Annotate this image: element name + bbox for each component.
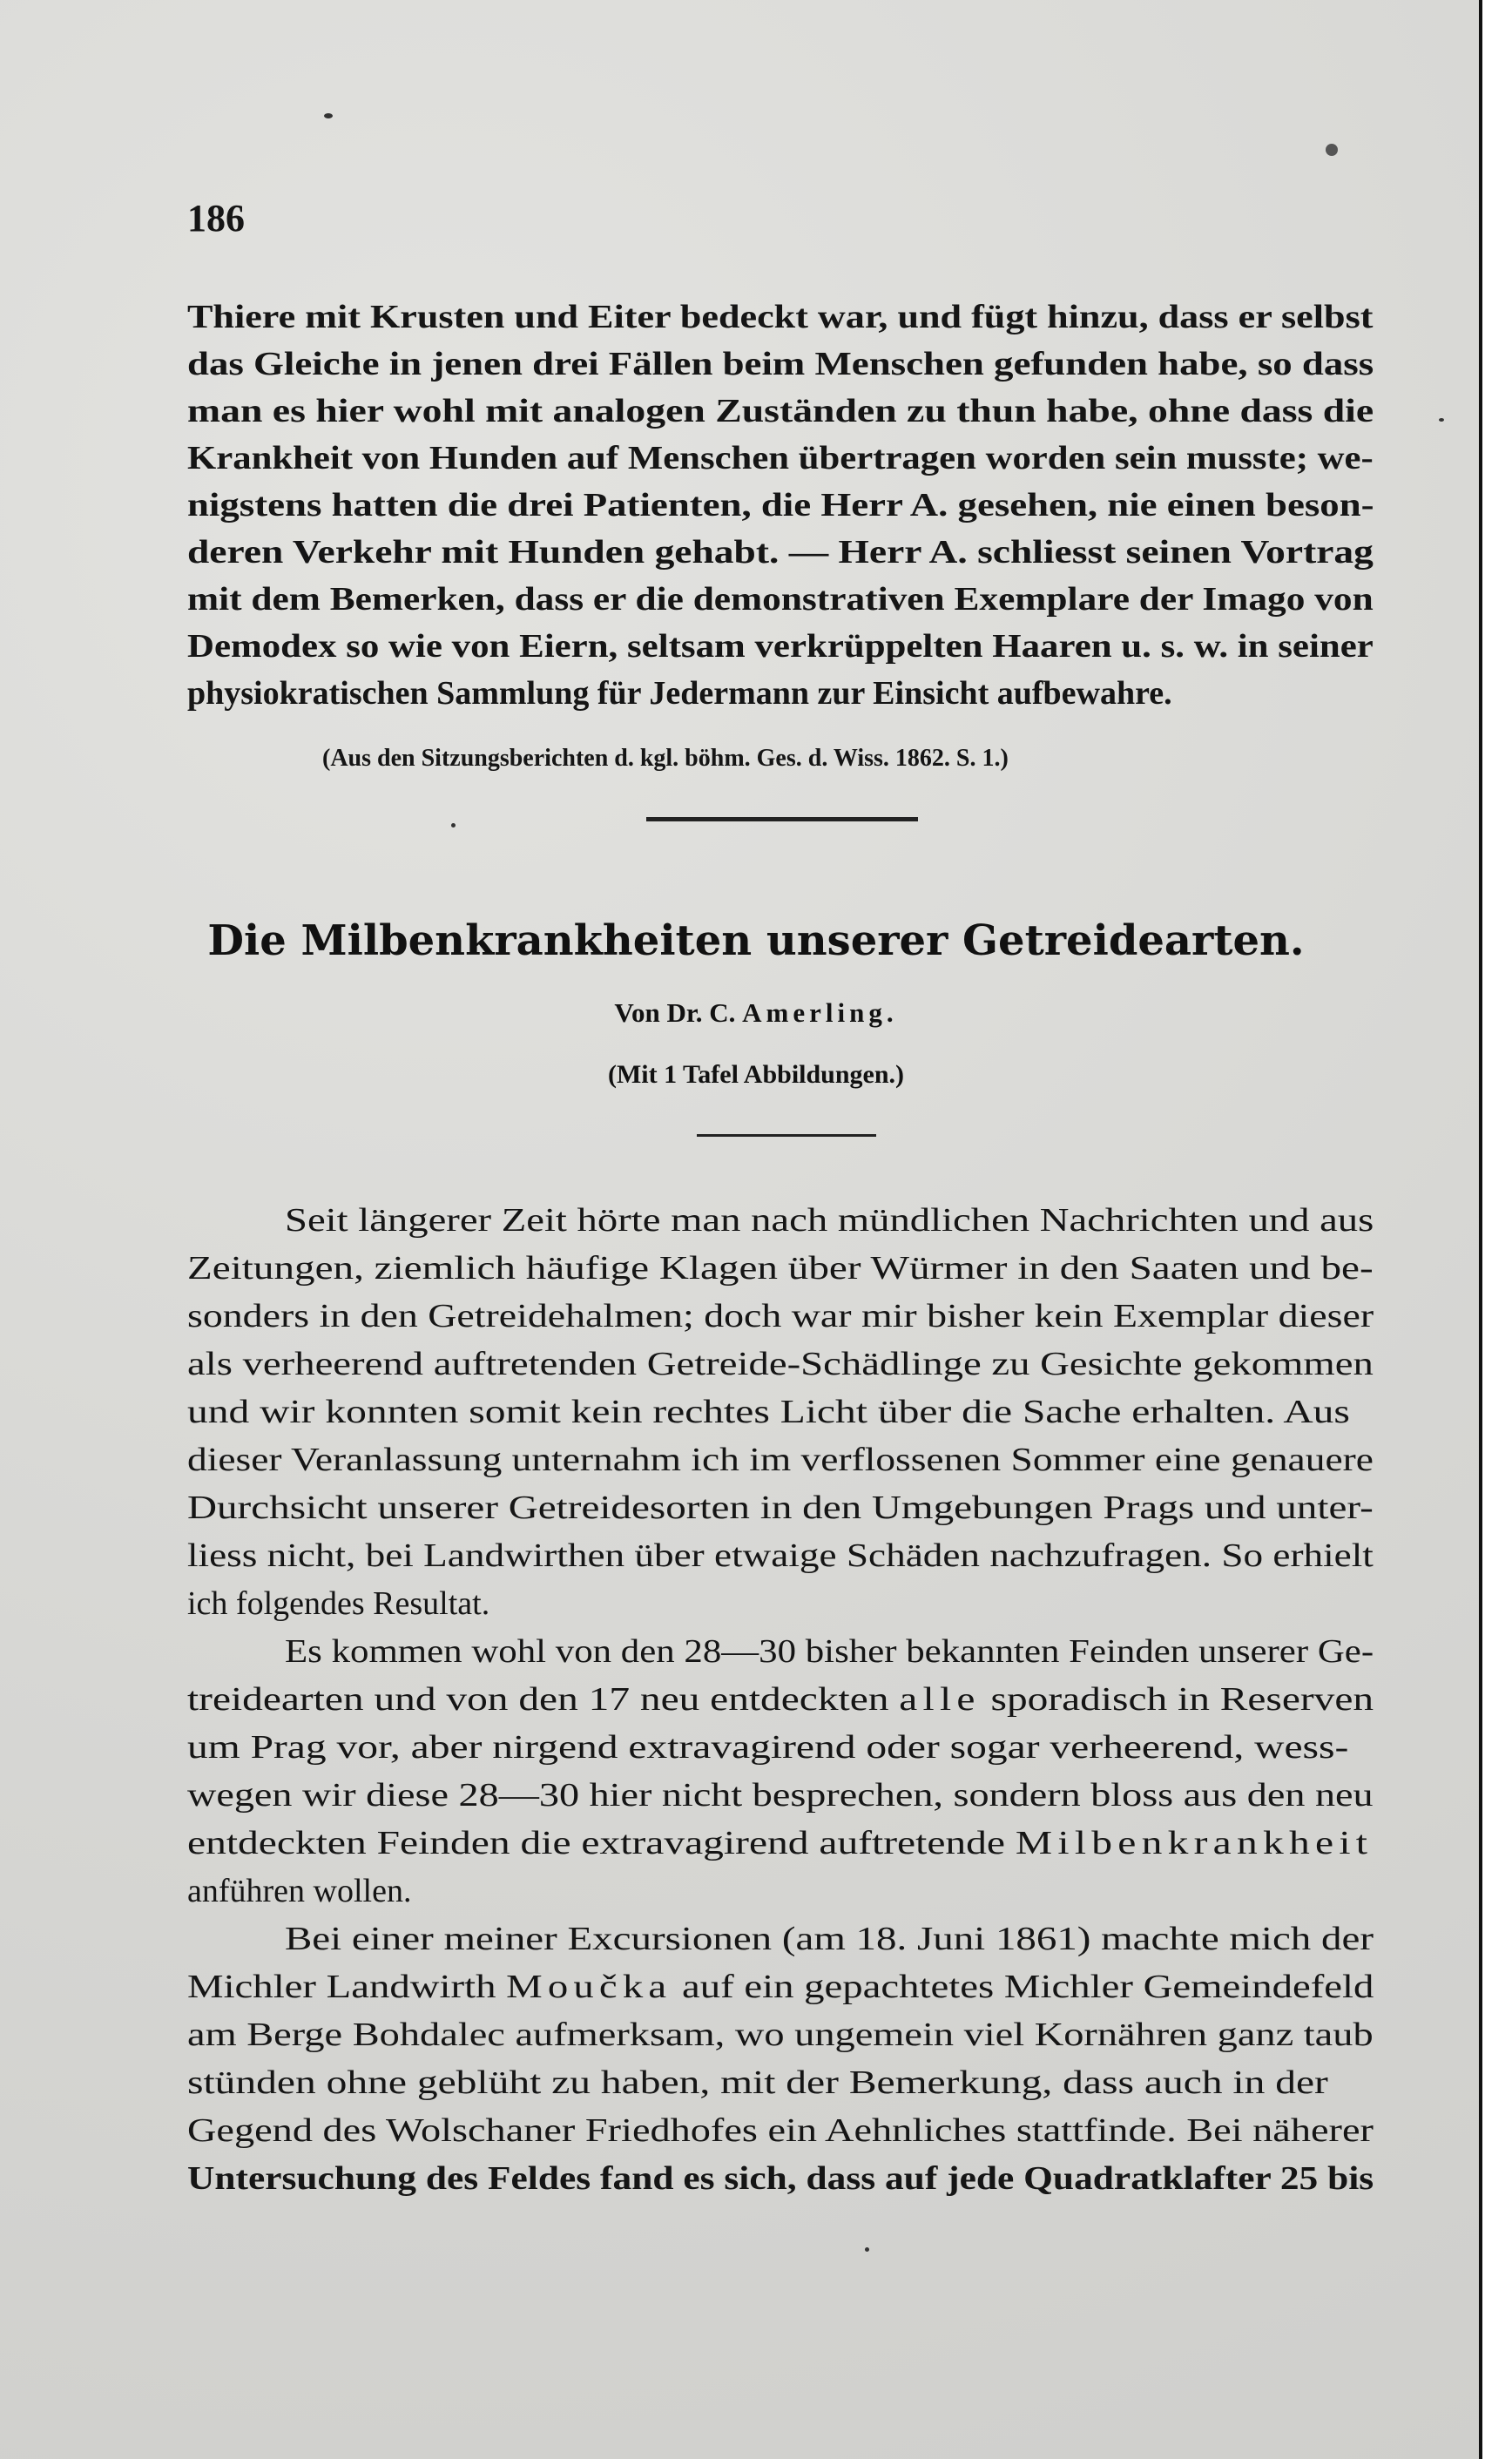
text-line: liess nicht, bei Landwirthen über etwaige Schäden nachzufragen. So erhielt [187, 1537, 1374, 1574]
text-line: man es hier wohl mit analogen Zuständen zu thun habe, ohne dass die [187, 393, 1374, 429]
text-run: treidearten und von den 17 neu entdeckten [187, 1681, 889, 1718]
text-line: als verheerend auftretenden Getreide-Schädlinge zu Gesichte gekommen [187, 1346, 1374, 1382]
article-body [187, 1197, 1374, 2199]
scan-speck [1439, 418, 1444, 422]
text-line [187, 1963, 1374, 2010]
section-divider [646, 817, 918, 821]
plates-note: (Mit 1 Tafel Abbildungen.) [607, 1060, 905, 1089]
source-citation: (Aus den Sitzungsberichten d. kgl. böhm. Ges. d. Wiss. 1862. S. 1.) [322, 745, 1009, 772]
text-line [187, 1820, 1373, 1867]
author-prefix: Von Dr. C. [614, 997, 736, 1028]
text-line: Es kommen wohl von den 28—30 bisher bekannten Feinden unserer Ge- [285, 1633, 1374, 1670]
scan-speck [451, 823, 456, 828]
text-line: Krankheit von Hunden auf Menschen übertragen worden sein musste; we- [187, 440, 1374, 476]
intro-text [187, 294, 1374, 729]
text-line: und wir konnten somit kein rechtes Licht über die Sache erhalten. Aus [187, 1394, 1350, 1430]
text-line [187, 1676, 1374, 1723]
emphasis-run: Moučka [506, 1969, 672, 2005]
text-line: deren Verkehr mit Hunden gehabt. — Herr A. schliesst seinen Vortrag [187, 534, 1374, 571]
text-line: stünden ohne geblüht zu haben, mit der Bemerkung, dass auch in der [187, 2064, 1328, 2101]
text-line: Zeitungen, ziemlich häufige Klagen über Würmer in den Saaten und be- [187, 1250, 1374, 1287]
text-line: am Berge Bohdalec aufmerksam, wo ungemein viel Kornähren ganz taub [187, 2017, 1374, 2053]
emphasis-run: Milbenkrankheit [1015, 1825, 1374, 1861]
text-line: Durchsicht unserer Getreidesorten in den Umgebungen Prags und unter- [187, 1490, 1374, 1526]
text-line: Demodex so wie von Eiern, seltsam verkrüppelten Haaren u. s. w. in seiner [187, 628, 1374, 665]
page-edge [1479, 0, 1512, 2459]
article-title: Die Milbenkrankheiten unserer Getreidearten. [207, 916, 1305, 965]
scan-speck [865, 2247, 869, 2252]
text-line: mit dem Bemerken, dass er die demonstrativen Exemplare der Imago von [187, 581, 1374, 618]
text-run: sporadisch in Reserven [990, 1681, 1374, 1718]
text-line: ich folgendes Resultat. [187, 1585, 490, 1622]
text-line: das Gleiche in jenen drei Fällen beim Menschen gefunden habe, so dass [187, 346, 1374, 382]
text-line: anführen wollen. [187, 1873, 412, 1909]
scan-speck [324, 113, 333, 118]
text-line: Thiere mit Krusten und Eiter bedeckt war, und fügt hinzu, dass er selbst [187, 299, 1374, 335]
page-number: 186 [187, 197, 245, 240]
text-line: nigstens hatten die drei Patienten, die Herr A. gesehen, nie einen beson- [187, 487, 1374, 524]
author-name: Amerling. [742, 997, 898, 1028]
text-line: wegen wir diese 28—30 hier nicht besprechen, sondern bloss aus den neu [187, 1777, 1374, 1814]
text-line: Bei einer meiner Excursionen (am 18. Juni 1861) machte mich der [285, 1921, 1374, 1957]
title-divider [697, 1134, 876, 1137]
text-line: um Prag vor, aber nirgend extravagirend oder sogar verheerend, wess- [187, 1729, 1349, 1766]
text-run: Michler Landwirth [187, 1969, 496, 2005]
text-run: auf ein gepachtetes Michler Gemeindefeld [681, 1969, 1374, 2005]
text-line: physiokratischen Sammlung für Jedermann zur Einsicht aufbewahre. [187, 675, 1172, 712]
text-run: entdeckten Feinden die extravagirend auftretende [187, 1825, 1006, 1861]
text-line: Gegend des Wolschaner Friedhofes ein Aehnliches stattfinde. Bei näherer [187, 2112, 1374, 2149]
text-line: Untersuchung des Feldes fand es sich, dass auf jede Quadratklafter 25 bis [187, 2160, 1374, 2197]
emphasis-run: alle [899, 1681, 981, 1718]
author-line [0, 997, 1512, 1029]
text-line: Seit längerer Zeit hörte man nach mündlichen Nachrichten und aus [285, 1202, 1374, 1239]
text-line: sonders in den Getreidehalmen; doch war mir bisher kein Exemplar dieser [187, 1298, 1374, 1334]
scan-speck [1326, 144, 1338, 156]
text-line: dieser Veranlassung unternahm ich im verflossenen Sommer eine genauere [187, 1442, 1374, 1478]
